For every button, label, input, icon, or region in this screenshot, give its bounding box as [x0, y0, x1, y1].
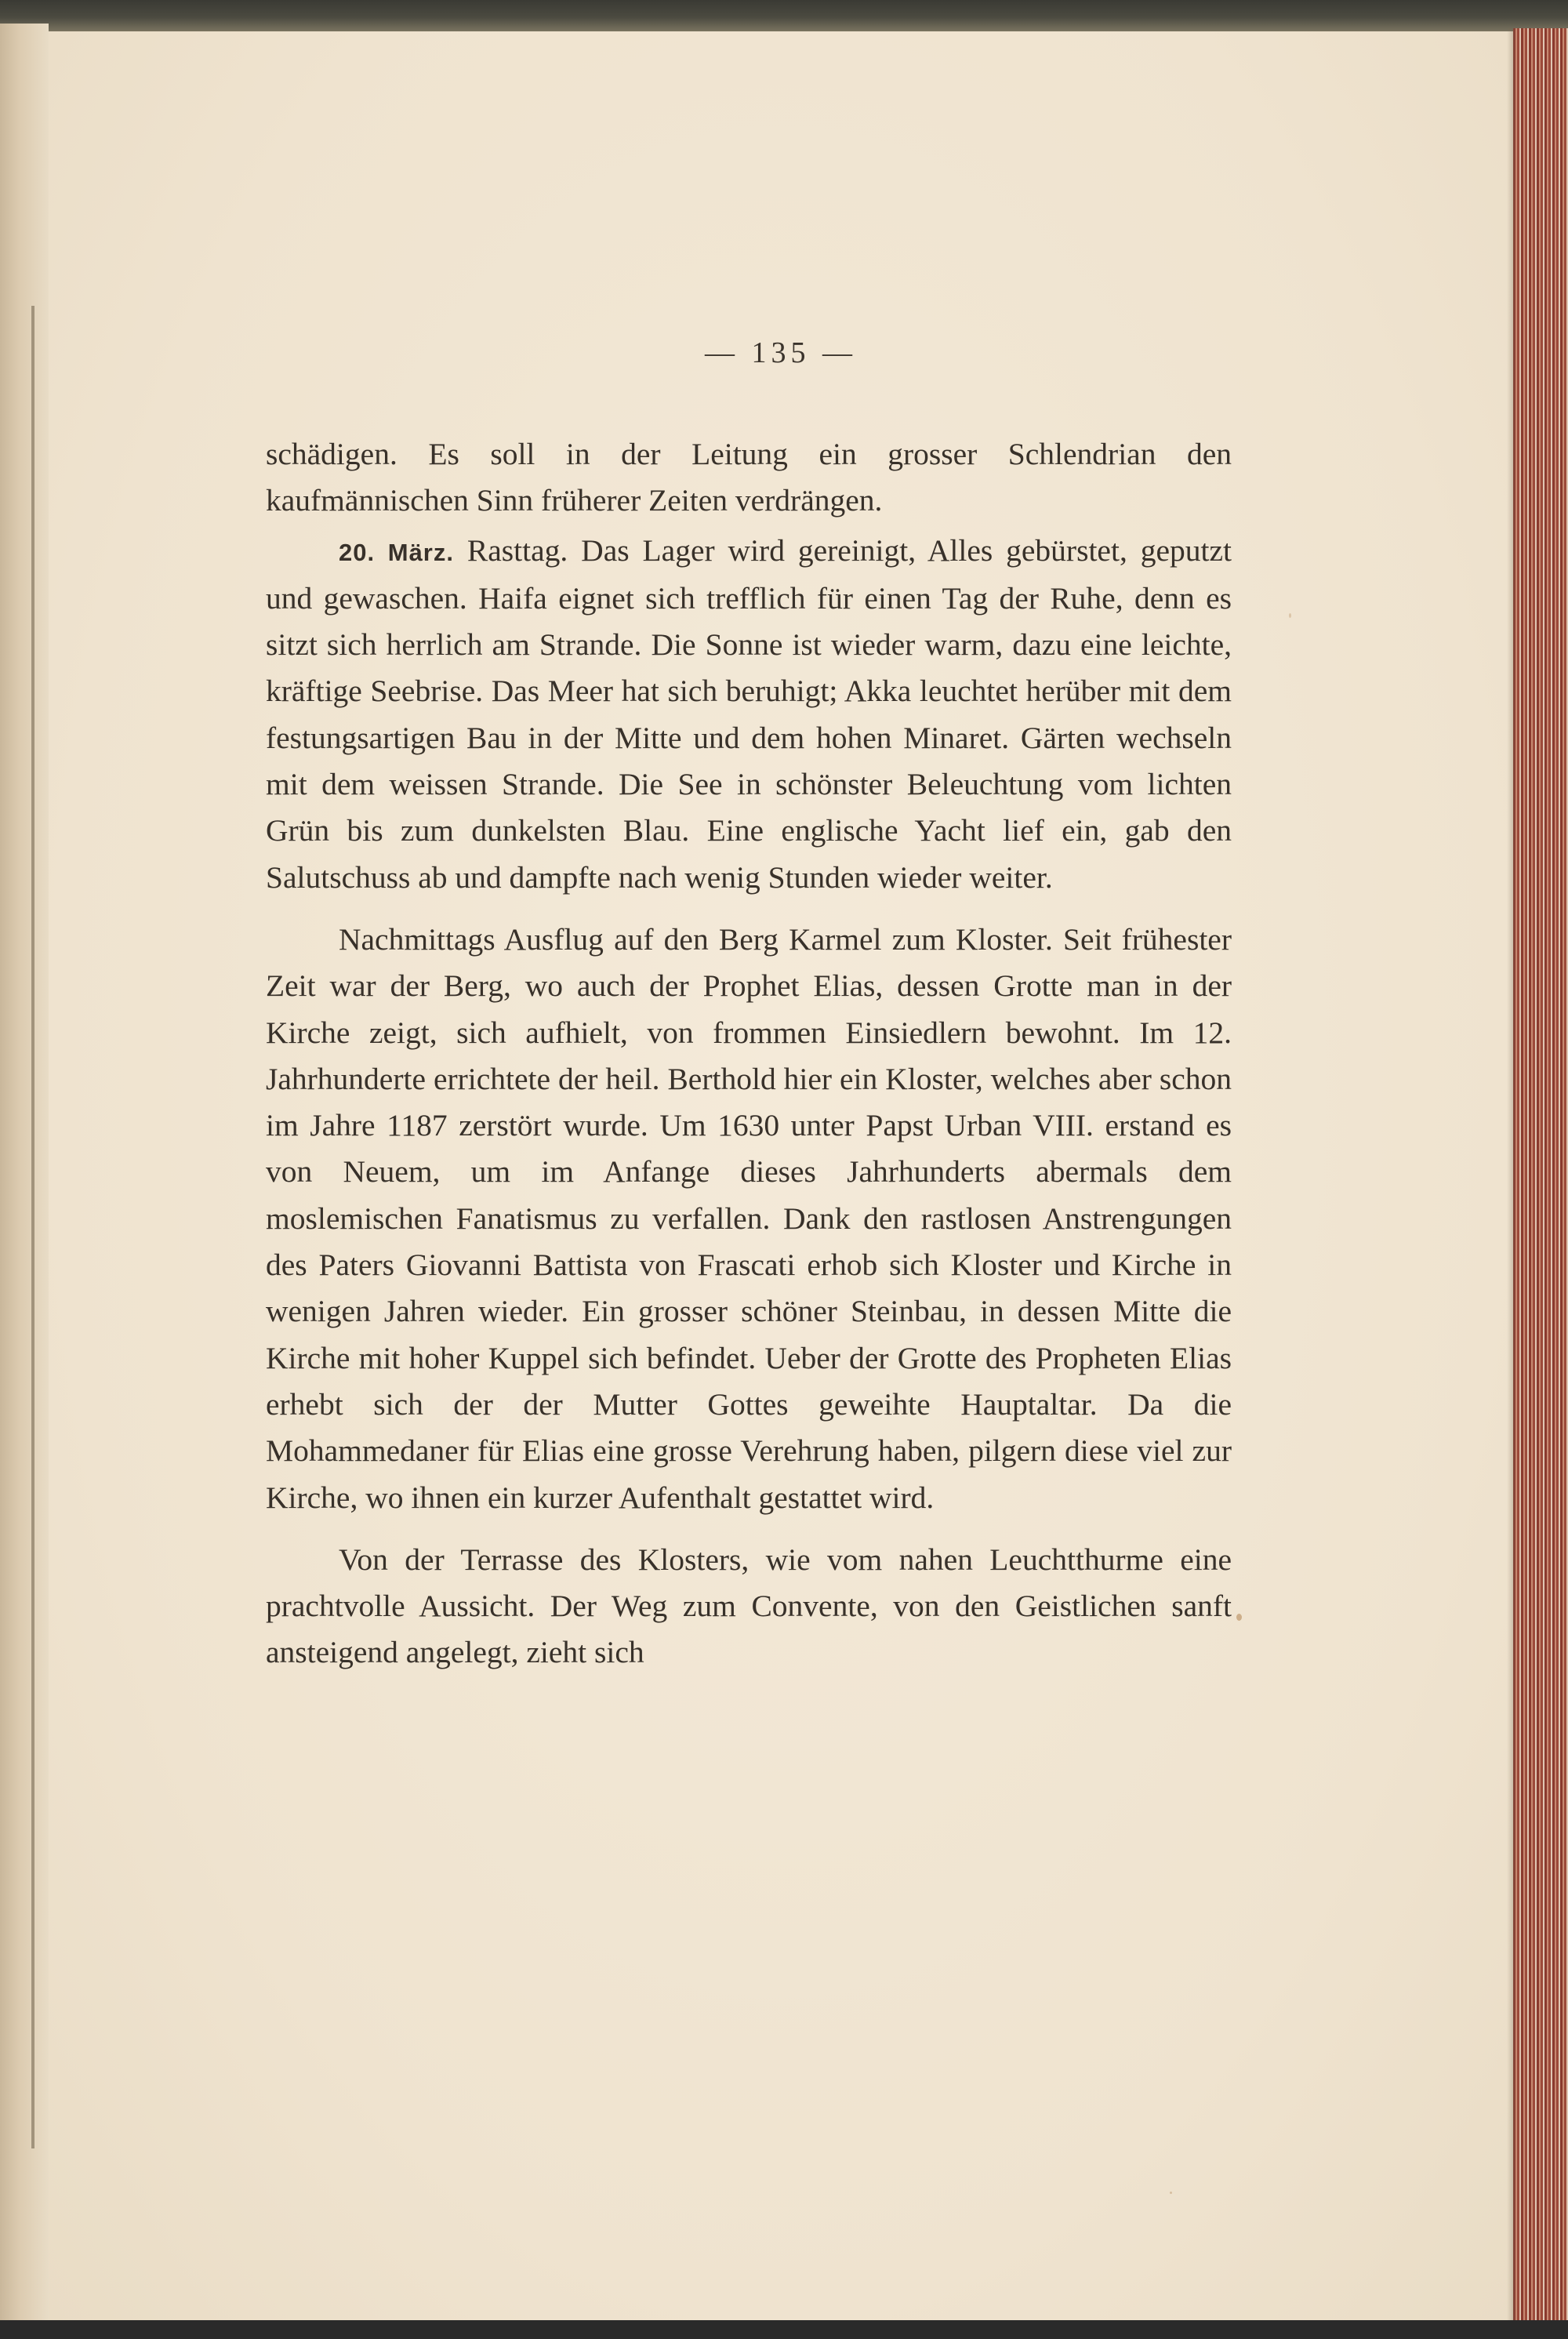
- book-binding-gutter: [0, 24, 49, 2325]
- paragraph-2-text: Rasttag. Das Lager wird gereinigt, Alles gebürstet, geputzt und gewaschen. Haifa eignet sich trefflich für einen Tag der Ruhe, denn es sitzt sich herrlich am Strande. Die Sonne ist wieder warm, dazu eine leichte, kräftige Seebrise. Das Meer hat sich beruhigt; Akka leuchtet herüber mit dem festungsartigen Bau in der Mitte und dem hohen Minaret. Gärten wechseln mit dem weissen Strande. Die See in schönster Beleuchtung vom lichten Grün bis zum dunkelsten Blau. Eine englische Yacht lief ein, gab den Salutschuss ab und dampfte nach wenig Stunden wieder weiter.: [266, 532, 1232, 895]
- page-sheet: [49, 31, 1513, 2320]
- paragraph-4: Von der Terrasse des Klosters, wie vom nahen Leuchtthurme eine prachtvolle Aussicht. Der Weg zum Convente, von den Geistlichen sanft ansteigend angelegt, zieht sich: [266, 1542, 1232, 1670]
- paper-speck: [1236, 1614, 1242, 1621]
- paragraph-3: Nachmittags Ausflug auf den Berg Karmel zum Kloster. Seit frühester Zeit war der Berg, wo auch der Prophet Elias, dessen Grotte man in der Kirche zeigt, sich aufhielt, von frommen Einsiedlern bewohnt. Im 12. Jahrhunderte errichtete der heil. Berthold hier ein Kloster, welches aber schon im Jahre 1187 zerstört wurde. Um 1630 unter Papst Urban VIII. erstand es von Neuem, um im Anfange dieses Jahrhunderts abermals dem moslemischen Fanatismus zu verfallen. Dank den rastlosen Anstrengungen des Paters Giovanni Battista von Frascati erhob sich Kloster und Kirche in wenigen Jahren wieder. Ein grosser schöner Steinbau, in dessen Mitte die Kirche mit hoher Kuppel sich befindet. Ueber der Grotte des Propheten Elias erhebt sich der der Mutter Gottes geweihte Hauptaltar. Da die Mohammedaner für Elias eine grosse Verehrung haben, pilgern diese viel zur Kirche, wo ihnen ein kurzer Aufenthalt gestattet wird.: [266, 921, 1232, 1515]
- book-bottom-edge: [0, 2320, 1568, 2339]
- entry-date: 20. März.: [339, 538, 454, 566]
- paper-speck: [1289, 613, 1291, 618]
- body-text: [266, 431, 1232, 1676]
- paper-speck: [1170, 2192, 1172, 2194]
- paragraph-2: [266, 528, 1232, 901]
- page-number: — 135 —: [705, 336, 857, 369]
- book-page-edges: [1513, 28, 1568, 2322]
- paragraph-1: schädigen. Es soll in der Leitung ein grosser Schlendrian den kaufmännischen Sinn früherer Zeiten verdrängen.: [266, 437, 1232, 518]
- book-top-edge: [0, 0, 1568, 31]
